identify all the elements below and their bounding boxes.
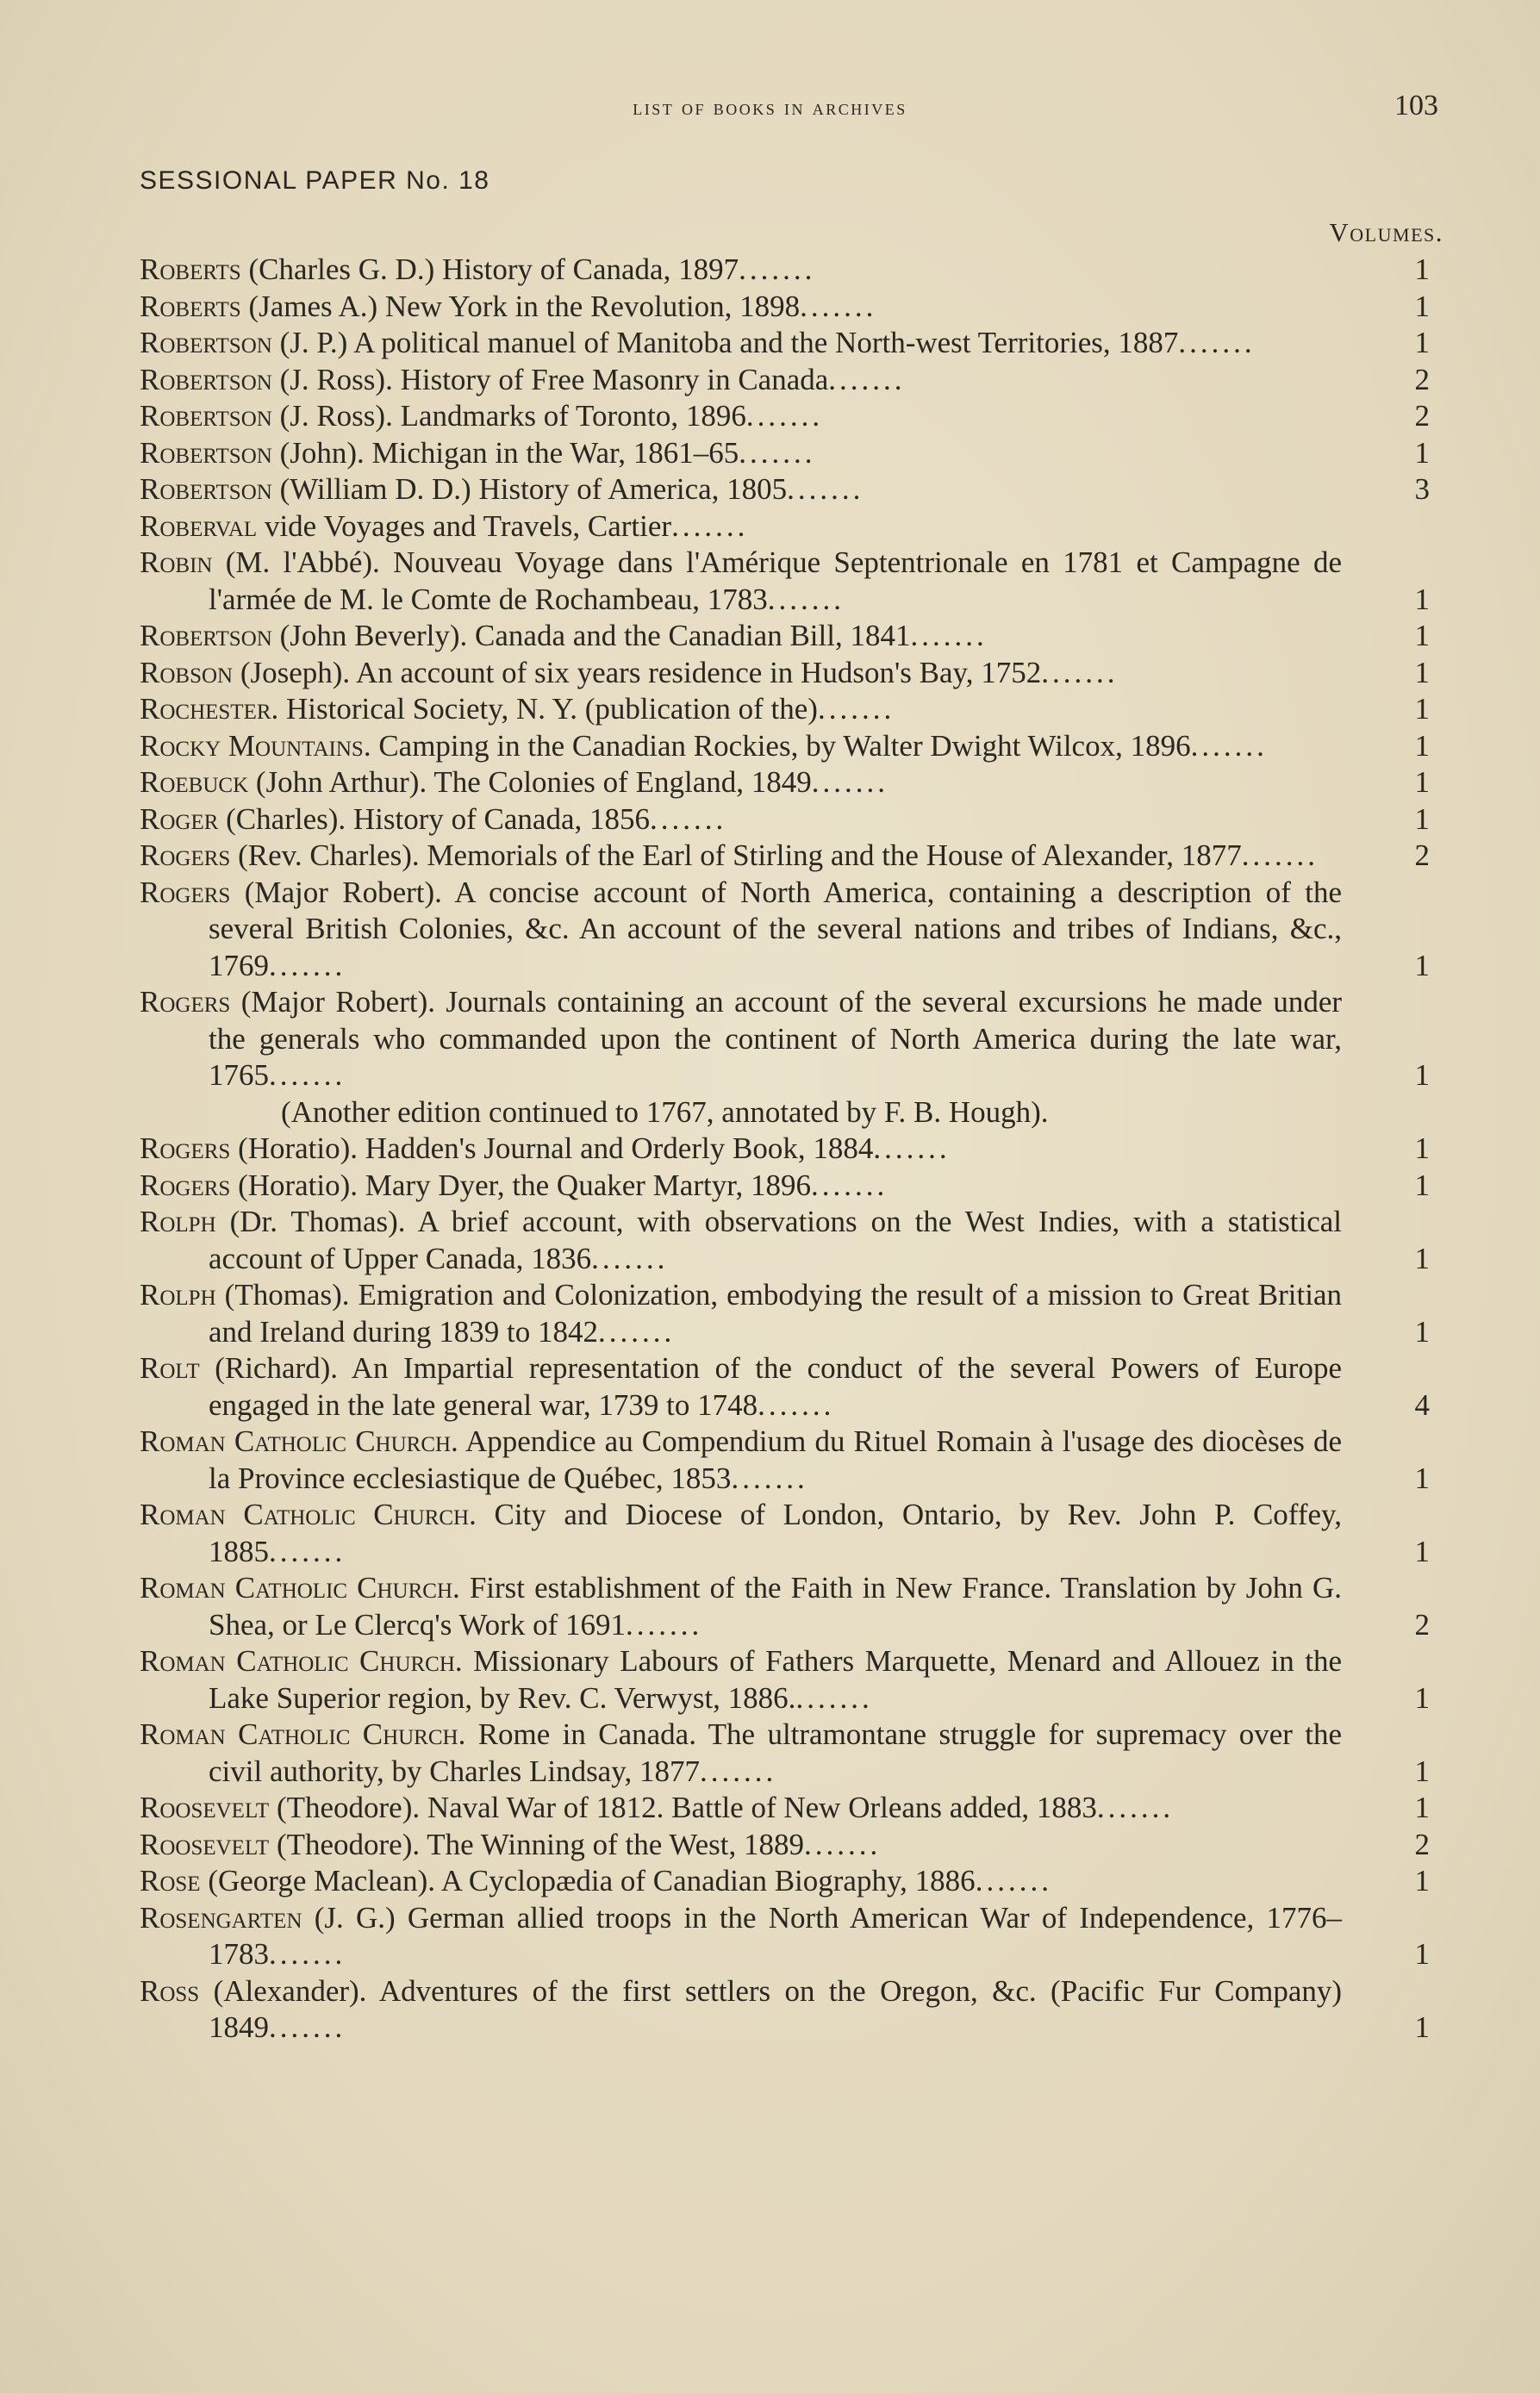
entry-author: Roman Catholic Church. (140, 1644, 463, 1678)
book-entry (140, 618, 1445, 655)
book-entry (140, 655, 1445, 692)
entry-title: (Major Robert). Journals containing an account of the several excursions he made under the generals who commanded upon the continent of North America during the late war, 1765 (209, 985, 1343, 1092)
dot-leader: ....... (1178, 326, 1256, 359)
entry-author: Robertson (140, 619, 272, 652)
entry-volumes: 1 (1414, 1754, 1430, 1788)
entry-volumes: 1 (1414, 619, 1430, 652)
dot-leader: ....... (739, 252, 816, 286)
dot-leader: ....... (800, 289, 877, 323)
entry-volumes: 1 (1414, 289, 1430, 323)
entry-title: (George Maclean). A Cyclopædia of Canadian Biography, 1886 (208, 1864, 976, 1898)
entry-title: (Major Robert). A concise account of North America, containing a description of the several British Colonies, &c. An account of the several nations and tribes of Indians, &c., 1769 (209, 875, 1342, 982)
entry-title: (Theodore). Naval War of 1812. Battle of New Orleans added, 1883 (276, 1791, 1097, 1824)
entry-volumes: 1 (1414, 1058, 1430, 1092)
entry-author: Roman Catholic Church. (140, 1424, 458, 1458)
book-entry (140, 1973, 1445, 2047)
entry-author: Roberts (140, 252, 241, 286)
entry-note: (Another edition continued to 1767, annotated by F. B. Hough). (281, 1094, 1049, 1129)
entry-title: First establishment of the Faith in New France. Translation by John G. Shea, or Le Clercq's Work of 1691 (209, 1571, 1343, 1642)
entry-volumes: 1 (1414, 2010, 1430, 2044)
dot-leader: ....... (745, 399, 824, 433)
book-entry (140, 1131, 1445, 1168)
entry-title: (William D. D.) History of America, 1805 (279, 472, 788, 506)
book-entry (140, 362, 1445, 399)
entry-volumes: 1 (1414, 1131, 1430, 1165)
entry-body (140, 1168, 1342, 1205)
dot-leader: ....... (810, 1168, 888, 1202)
entry-author: Roman Catholic Church. (140, 1571, 460, 1605)
book-entry (140, 545, 1445, 618)
book-entry (140, 1827, 1445, 1864)
entry-volumes: 1 (1414, 1314, 1430, 1349)
entry-body (140, 1717, 1342, 1790)
entry-author: Rogers (140, 875, 231, 909)
entry-volumes: 1 (1414, 1461, 1430, 1495)
entry-title: (Thomas). Emigration and Colonization, embodying the result of a mission to Great Britian and Ireland during 1839 to 1842 (209, 1278, 1343, 1349)
entry-volumes: 3 (1414, 472, 1430, 506)
entry-title: (J. Ross). Landmarks of Toronto, 1896 (279, 399, 746, 433)
entry-author: Roosevelt (140, 1827, 270, 1861)
entry-author: Robertson (140, 472, 272, 506)
entry-author: Rogers (140, 1131, 231, 1165)
book-entry (140, 471, 1445, 508)
entry-author: Roberval (140, 508, 258, 543)
entry-author: Rochester. (140, 692, 279, 726)
entry-title: (J. P.) A political manuel of Manitoba and the North-west Territories, 1887 (279, 326, 1179, 359)
entry-author: Rocky Mountains. (140, 728, 371, 763)
dot-leader: ....... (1096, 1791, 1175, 1824)
entry-body (140, 1643, 1342, 1717)
entry-author: Roman Catholic Church. (140, 1498, 477, 1531)
entry-title: (Theodore). The Winning of the West, 1889 (276, 1827, 804, 1861)
entry-body (140, 252, 1342, 289)
entry-author: Robson (140, 655, 234, 689)
entry-title: (Horatio). Hadden's Journal and Orderly Book, 1884 (238, 1131, 874, 1165)
entry-body (140, 1277, 1342, 1350)
entry-volumes: 2 (1414, 838, 1430, 872)
book-entry (140, 252, 1445, 289)
dot-leader: ....... (811, 765, 888, 799)
entry-body (140, 1827, 1342, 1864)
book-entry (140, 1900, 1445, 1973)
entry-title: Appendice au Compendium du Rituel Romain à l'usage des diocèses de la Province ecclesiastique de Québec, 1853 (209, 1424, 1342, 1495)
dot-leader: ....... (739, 435, 816, 470)
entry-body (140, 1973, 1342, 2047)
entry-volumes: 1 (1414, 326, 1430, 359)
dot-leader: ....... (1041, 655, 1119, 689)
entry-body (140, 764, 1342, 801)
entry-body (140, 1204, 1342, 1277)
entry-author: Roman Catholic Church. (140, 1717, 466, 1751)
book-entry (140, 1863, 1445, 1900)
entry-title: (Charles G. D.) History of Canada, 1897 (248, 252, 739, 286)
entry-author: Rolt (140, 1351, 200, 1385)
entry-title: (John). Michigan in the War, 1861–65 (279, 435, 739, 470)
entry-title: (Dr. Thomas). A brief account, with observations on the West Indies, with a statistical account of Upper Canada, 1836 (209, 1205, 1343, 1275)
book-entry (140, 1790, 1445, 1827)
entry-author: Rose (140, 1864, 201, 1898)
entry-body (140, 875, 1342, 985)
entry-body (140, 1570, 1342, 1643)
book-entry (140, 984, 1445, 1131)
entry-volumes: 1 (1414, 692, 1430, 726)
book-entry (140, 435, 1445, 472)
entry-title: (Joseph). An account of six years residence in Hudson's Bay, 1752 (240, 655, 1042, 689)
entry-title: vide Voyages and Travels, Cartier (264, 508, 672, 543)
entry-volumes: 1 (1414, 1534, 1430, 1568)
dot-leader: ....... (650, 801, 727, 836)
entry-author: Robertson (140, 399, 272, 433)
entry-author: Rolph (140, 1205, 216, 1238)
dot-leader: ....... (269, 2010, 346, 2044)
entry-body (140, 1131, 1342, 1168)
entry-author: Robertson (140, 326, 272, 359)
entry-title: (John Beverly). Canada and the Canadian Bill, 1841 (279, 619, 911, 652)
entry-body (140, 289, 1342, 326)
dot-leader: ....... (269, 1937, 346, 1971)
book-entry (140, 1570, 1445, 1643)
dot-leader: ....... (731, 1461, 808, 1495)
book-entry (140, 728, 1445, 765)
book-entry (140, 1643, 1445, 1717)
entry-body (140, 471, 1342, 508)
entry-title: (J. Ross). History of Free Masonry in Canada (279, 362, 829, 396)
entry-author: Rolph (140, 1278, 216, 1312)
book-entry (140, 1204, 1445, 1277)
entry-body (140, 801, 1342, 838)
book-entry (140, 508, 1445, 545)
entry-body (140, 1790, 1342, 1827)
entry-body (140, 728, 1342, 765)
sessional-paper-label: SESSIONAL PAPER No. 18 (140, 166, 490, 195)
dot-leader: ....... (975, 1864, 1052, 1898)
entry-title: (Horatio). Mary Dyer, the Quaker Martyr, 1896 (238, 1168, 811, 1202)
book-entry (140, 1497, 1445, 1570)
dot-leader: ....... (671, 508, 749, 543)
dot-leader: ....... (795, 1680, 873, 1715)
dot-leader: ....... (828, 362, 906, 396)
entry-author: Robertson (140, 435, 272, 470)
entry-title: (Richard). An Impartial representation of the conduct of the several Powers of Europe engaged in the late general war, 1739 to 1748 (209, 1351, 1342, 1422)
book-entry (140, 764, 1445, 801)
entry-volumes: 1 (1414, 655, 1430, 689)
entry-volumes: 1 (1414, 948, 1430, 982)
entry-volumes: 1 (1414, 1937, 1430, 1971)
entry-body (140, 655, 1342, 692)
running-head: list of books in archives (633, 97, 907, 120)
book-entry (140, 1168, 1445, 1205)
entry-author: Rogers (140, 985, 231, 1019)
entry-volumes: 2 (1414, 1607, 1430, 1642)
entry-body (140, 1424, 1342, 1497)
volumes-column-header: Volumes. (1329, 217, 1443, 247)
entry-author: Robertson (140, 362, 272, 396)
entry-body (140, 325, 1342, 362)
entry-author: Ross (140, 1973, 200, 2008)
entry-body (140, 545, 1342, 618)
entry-title: Historical Society, N. Y. (publication of the) (286, 692, 818, 726)
dot-leader: ....... (1190, 728, 1268, 763)
page-number: 103 (1394, 90, 1438, 122)
dot-leader: ....... (767, 582, 845, 616)
entry-volumes: 1 (1414, 765, 1430, 799)
entry-title: (Charles). History of Canada, 1856 (226, 801, 650, 836)
book-entry (140, 1350, 1445, 1424)
entry-body (140, 435, 1342, 472)
entry-volumes: 4 (1414, 1387, 1430, 1422)
entry-author: Roger (140, 801, 219, 836)
dot-leader: ....... (269, 1534, 346, 1568)
entry-body (140, 1900, 1342, 1973)
entry-volumes: 1 (1414, 1680, 1430, 1715)
entry-author: Roebuck (140, 765, 249, 799)
book-entry (140, 325, 1445, 362)
dot-leader: ....... (1241, 838, 1319, 872)
dot-leader: ....... (269, 1058, 346, 1092)
book-entry (140, 289, 1445, 326)
dot-leader: ....... (758, 1387, 835, 1422)
entry-volumes: 1 (1414, 252, 1430, 286)
book-entry (140, 691, 1445, 728)
entry-volumes: 2 (1414, 362, 1430, 396)
dot-leader: ....... (699, 1754, 777, 1788)
entry-body (140, 1863, 1342, 1900)
entry-body (140, 691, 1342, 728)
entry-title: (John Arthur). The Colonies of England, 1849 (255, 765, 812, 799)
book-entry (140, 838, 1445, 875)
entry-volumes: 2 (1414, 399, 1430, 433)
entry-volumes: 1 (1414, 1791, 1430, 1824)
book-entry (140, 1717, 1445, 1790)
entry-author: Rosengarten (140, 1900, 302, 1935)
dot-leader: ....... (269, 948, 346, 982)
entry-volumes: 1 (1414, 801, 1430, 836)
entry-author: Robin (140, 545, 213, 579)
entry-author: Roosevelt (140, 1791, 270, 1824)
dot-leader: ....... (804, 1827, 882, 1861)
entry-volumes: 1 (1414, 1241, 1430, 1275)
entry-body (140, 1497, 1342, 1570)
entry-title: Camping in the Canadian Rockies, by Walter Dwight Wilcox, 1896 (378, 728, 1191, 763)
book-entry (140, 1277, 1445, 1350)
entry-body (140, 362, 1342, 399)
dot-leader: ....... (787, 472, 864, 506)
entry-title: Missionary Labours of Fathers Marquette, Menard and Allouez in the Lake Superior region, by Rev. C. Verwyst, 1886. (209, 1644, 1342, 1715)
entry-volumes: 1 (1414, 1864, 1430, 1898)
entry-title: (M. l'Abbé). Nouveau Voyage dans l'Amérique Septentrionale en 1781 et Campagne de l'armée de M. le Comte de Rochambeau, 1783 (209, 545, 1343, 616)
entry-body (140, 618, 1342, 655)
dot-leader: ....... (910, 619, 988, 652)
book-entry (140, 1424, 1445, 1497)
entry-volumes: 1 (1414, 435, 1430, 470)
entry-title: City and Diocese of London, Ontario, by Rev. John P. Coffey, 1885 (209, 1498, 1342, 1568)
book-list (140, 252, 1445, 2047)
dot-leader: ....... (817, 692, 895, 726)
entry-title: (Rev. Charles). Memorials of the Earl of Stirling and the House of Alexander, 1877 (238, 838, 1242, 872)
entry-body (140, 838, 1342, 875)
entry-author: Rogers (140, 1168, 231, 1202)
entry-title: Rome in Canada. The ultramontane struggle for supremacy over the civil authority, by Charles Lindsay, 1877 (209, 1717, 1342, 1788)
dot-leader: ....... (625, 1607, 703, 1642)
book-entry (140, 875, 1445, 985)
entry-body (140, 1350, 1342, 1424)
entry-title: (James A.) New York in the Revolution, 1898 (248, 289, 801, 323)
dot-leader: ....... (598, 1314, 676, 1349)
entry-body (140, 398, 1342, 435)
entry-volumes: 1 (1414, 582, 1430, 616)
entry-author: Roberts (140, 289, 241, 323)
entry-author: Rogers (140, 838, 231, 872)
book-entry (140, 398, 1445, 435)
entry-body (140, 508, 1342, 545)
entry-title: (Alexander). Adventures of the first settlers on the Oregon, &c. (Pacific Fur Company) 1849 (209, 1973, 1343, 2044)
book-entry (140, 801, 1445, 838)
entry-volumes: 1 (1414, 728, 1430, 763)
entry-body (140, 984, 1342, 1094)
entry-title: (J. G.) German allied troops in the North American War of Independence, 1776–1783 (209, 1900, 1343, 1971)
dot-leader: ....... (873, 1131, 951, 1165)
dot-leader: ....... (591, 1241, 669, 1275)
entry-volumes: 2 (1414, 1827, 1430, 1861)
entry-volumes: 1 (1414, 1168, 1430, 1202)
